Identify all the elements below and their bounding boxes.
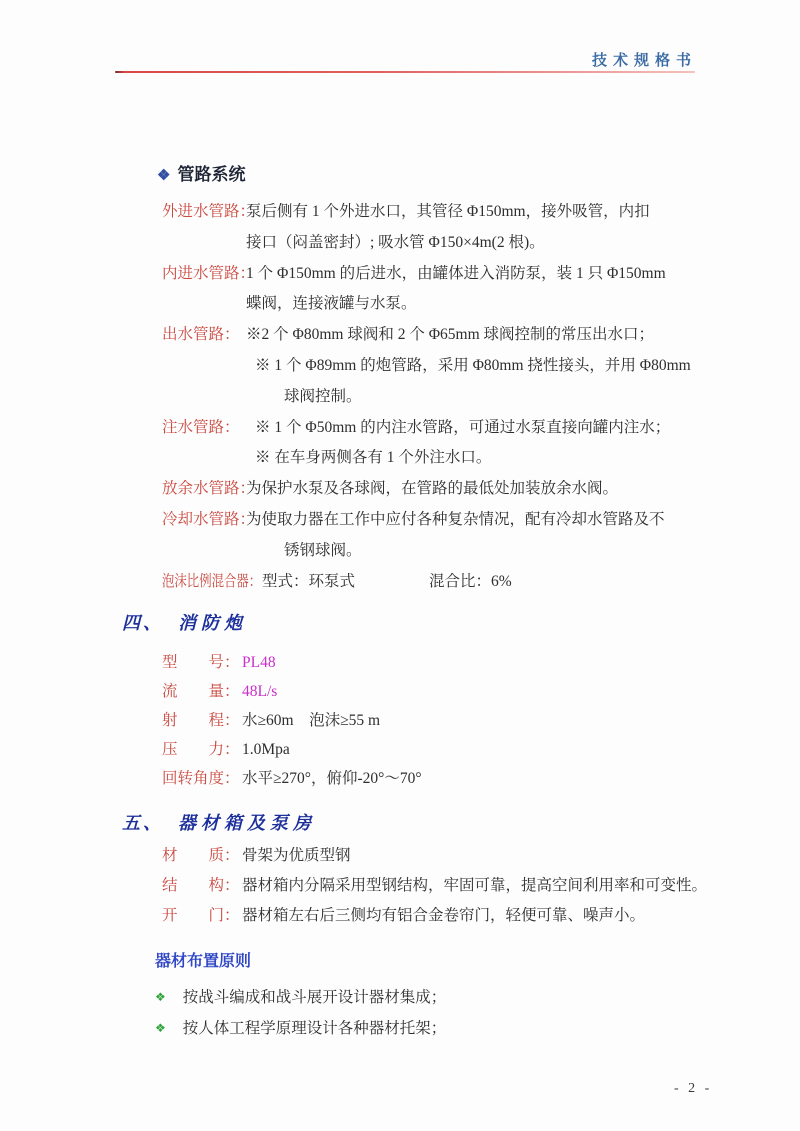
section4-rows <box>115 648 700 793</box>
spec-text-line: ※2 个 Φ80mm 球阀和 2 个 Φ65mm 球阀控制的常压出水口； <box>246 326 655 344</box>
piping-section-heading <box>115 163 700 187</box>
header-rule-line <box>115 71 695 73</box>
header-doc-title: 技术规格书 <box>591 53 697 69</box>
spec-text <box>246 197 700 259</box>
spec-label: 开 门： <box>162 907 240 925</box>
spec-label: 射 程： <box>162 712 240 730</box>
spec-label: 出水管路： <box>162 326 240 344</box>
spec-text <box>246 474 700 505</box>
spec-text <box>246 505 700 567</box>
spec-label: 泡沫比例混合器： <box>162 572 262 590</box>
section5-title: 器材箱及泵房 <box>178 813 316 834</box>
spec-row-structure <box>115 871 708 901</box>
spec-label: 注水管路： <box>162 418 240 436</box>
spec-text-line: 蝶阀，连接液罐与水泵。 <box>246 295 417 313</box>
spec-row-flow <box>115 677 700 706</box>
spec-value: 水≥60m 泡沫≥55 m <box>242 712 381 730</box>
foam-ratio-value: 混合比：6% <box>429 572 512 590</box>
spec-label: 放余水管路： <box>162 480 256 498</box>
spec-label: 外进水管路： <box>162 203 256 220</box>
spec-row-range <box>115 706 700 735</box>
spec-text-line: 为使取力器在工作中应付各种复杂情况，配有冷却水管路及不 <box>246 510 665 528</box>
spec-label: 结 构： <box>162 877 240 895</box>
layout-principles-list <box>115 982 700 1044</box>
spec-text-line: 球阀控制。 <box>284 387 362 405</box>
spec-label: 流 量： <box>162 683 240 701</box>
section4-title: 消防炮 <box>178 613 247 634</box>
spec-row-filling <box>115 413 700 475</box>
spec-label: 型 号： <box>162 654 240 672</box>
list-item <box>115 982 700 1013</box>
spec-text-line: ※ 1 个 Φ50mm 的内注水管路，可通过水泵直接向罐内注水； <box>255 418 671 436</box>
section5-number: 五、 <box>122 813 164 834</box>
spec-value: 1.0Mpa <box>242 741 290 759</box>
section4-heading <box>115 609 700 637</box>
diamond-bullet-icon: ❖ <box>155 1021 166 1036</box>
spec-label: 材 质： <box>162 847 240 865</box>
list-item-text: 按人体工程学原理设计各种器材托架； <box>182 1020 447 1038</box>
section5-rows <box>115 841 708 931</box>
spec-text-line: ※ 1 个 Φ89mm 的炮管路，采用 Φ80mm 挠性接头，并用 Φ80mm <box>255 356 691 374</box>
spec-row-internal-inlet <box>115 259 700 321</box>
page-number: - 2 - <box>674 1081 713 1096</box>
spec-row-drain <box>115 474 700 505</box>
spec-value: PL48 <box>242 654 276 672</box>
spec-text <box>246 320 700 412</box>
spec-row-material <box>115 841 700 871</box>
spec-label: 内进水管路： <box>162 264 256 282</box>
spec-value: 48L/s <box>242 683 278 701</box>
spec-text-line: 1 个 Φ150mm 的后进水，由罐体进入消防泵，装 1 只 Φ150mm <box>246 264 666 282</box>
section4-number: 四、 <box>122 613 164 634</box>
spec-value: 骨架为优质型钢 <box>242 847 351 865</box>
spec-value: 器材箱左右后三侧均有铝合金卷帘门，轻便可靠、噪声小。 <box>242 907 646 925</box>
spec-label: 冷却水管路： <box>162 510 256 528</box>
list-item <box>115 1013 700 1044</box>
spec-row-external-inlet <box>115 197 700 259</box>
spec-text-line: ※ 在车身两侧各有 1 个外注水口。 <box>255 449 492 467</box>
spec-text-line: 接口（闷盖密封）; 吸水管 Φ150×4m(2 根)。 <box>246 233 545 251</box>
spec-text-line: 锈钢球阀。 <box>284 541 362 559</box>
diamond-bullet-icon: ❖ <box>155 990 166 1005</box>
layout-principles-heading: 器材布置原则 <box>155 953 252 971</box>
spec-text-line: 为保护水泵及各球阀，在管路的最低处加装放余水阀。 <box>246 480 619 498</box>
spec-value: 水平≥270°，俯仰-20°～70° <box>242 770 422 788</box>
spec-row-doors <box>115 901 700 931</box>
spec-label: 压 力： <box>162 741 240 759</box>
spec-text <box>246 259 700 321</box>
section5-heading <box>115 809 700 837</box>
diamond-bullet-icon: ❖ <box>157 168 171 184</box>
spec-text <box>246 413 700 475</box>
foam-type-value: 型式：环泵式 <box>262 572 356 590</box>
spec-row-outlet <box>115 320 700 412</box>
spec-row-rotation <box>115 764 700 793</box>
list-item-text: 按战斗编成和战斗展开设计器材集成； <box>182 989 447 1007</box>
document-body <box>115 163 708 1044</box>
spec-row-pressure <box>115 735 700 764</box>
spec-row-cooling <box>115 505 700 567</box>
spec-label: 回转角度： <box>162 770 240 788</box>
spec-value: 器材箱内分隔采用型钢结构，牢固可靠，提高空间利用率和可变性。 <box>242 877 708 895</box>
spec-row-model <box>115 648 700 677</box>
piping-heading-text: 管路系统 <box>177 165 246 184</box>
spec-text-line: 泵后侧有 1 个外进水口，其管径 Φ150mm，接外吸管，内扣 <box>246 203 650 220</box>
spec-row-foam-proportioner <box>115 567 700 598</box>
spec-text <box>246 567 700 598</box>
